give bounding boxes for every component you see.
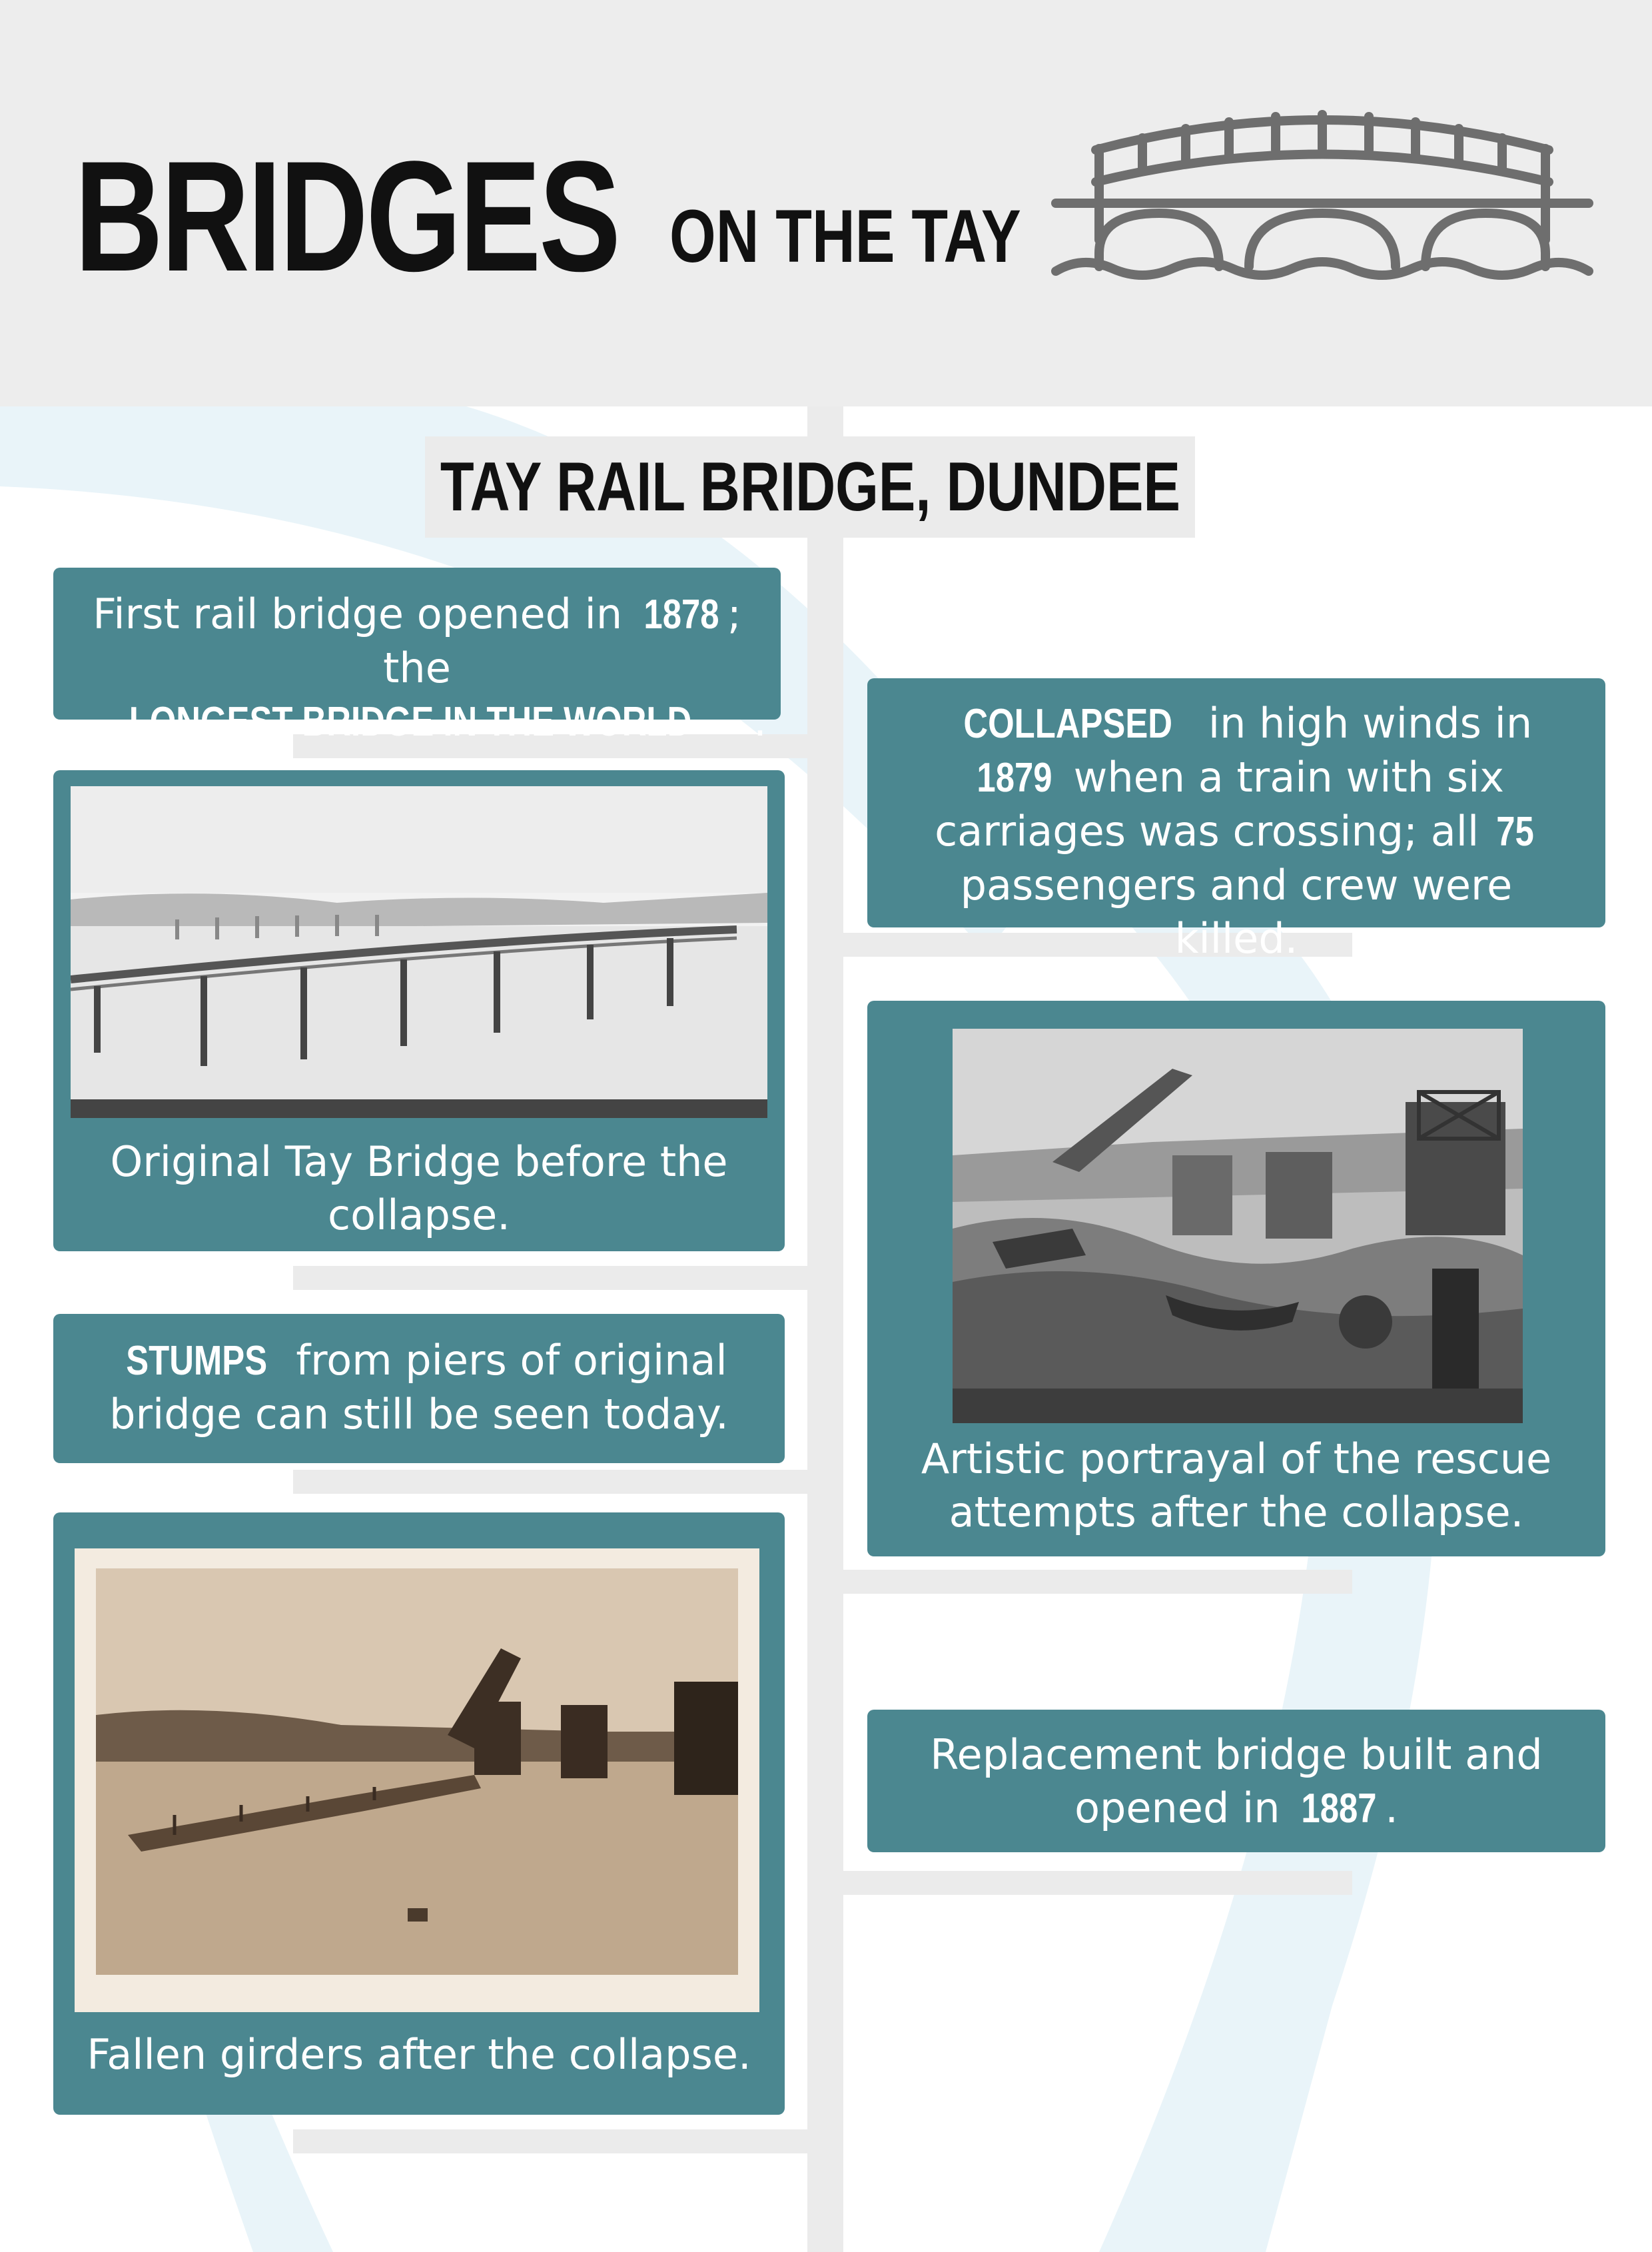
timeline-branch: [293, 1470, 819, 1494]
title-sub: ON THE TAY: [669, 195, 1021, 278]
fact-stumps-post: from piers of original bridge can still be seen today.: [109, 1336, 729, 1438]
fact-opened-mid: ; the: [383, 590, 741, 692]
fact-stumps-highlight: STUMPS: [126, 1338, 268, 1384]
fact-opened-year: 1878: [643, 592, 719, 638]
stone-arch-bridge-icon: [1049, 97, 1595, 290]
fact-card-collapsed: [867, 678, 1605, 963]
rescue-caption: Artistic portrayal of the rescue attempts after the collapse.: [921, 1434, 1552, 1536]
fact-collapsed-mid: when a train with six carriages was crossing; all: [935, 753, 1504, 855]
fact-collapsed-year: 1879: [977, 755, 1052, 801]
girders-caption: Fallen girders after the collapse.: [87, 2030, 751, 2079]
fact-stumps-text: [53, 1334, 785, 1441]
section-title-box: [425, 436, 1195, 538]
section-title: TAY RAIL BRIDGE, DUNDEE: [440, 448, 1180, 526]
fact-card-stumps: [53, 1314, 785, 1463]
fact-opened-pre: First rail bridge opened in: [93, 590, 635, 638]
fact-collapsed-pre: in high winds in: [1195, 699, 1533, 748]
fallen-girders-photo: [75, 1548, 759, 2012]
fact-replacement-text: [867, 1728, 1605, 1836]
timeline-branch: [833, 1570, 1352, 1594]
photo-card-girders: [53, 1512, 785, 2115]
photo-card-original: [53, 770, 785, 1251]
timeline-branch: [293, 1266, 819, 1290]
fact-replacement-post: .: [1385, 1784, 1398, 1832]
fact-collapsed-highlight: COLLAPSED: [963, 701, 1172, 747]
rescue-artwork: [953, 1029, 1523, 1423]
photo-card-rescue: [867, 1001, 1605, 1556]
timeline-branch: [293, 2129, 819, 2153]
fact-collapsed-post: passengers and crew were killed.: [960, 861, 1513, 963]
fact-opened-post: .: [753, 697, 767, 746]
fact-replacement-year: 1887: [1301, 1786, 1377, 1832]
fact-card-opened: [53, 568, 781, 746]
header-banner: [0, 0, 1652, 406]
fact-card-replacement: [867, 1710, 1605, 1852]
original-caption: Original Tay Bridge before the collapse.: [110, 1137, 728, 1239]
original-bridge-photo: [71, 786, 767, 1118]
fact-replacement-pre: Replacement bridge built and opened in: [930, 1730, 1543, 1832]
fact-collapsed-text: [867, 697, 1605, 965]
title-main: BRIDGES: [75, 129, 619, 304]
fact-opened-highlight: LONGEST BRIDGE IN THE WORLD: [129, 699, 692, 745]
fact-collapsed-count: 75: [1496, 809, 1534, 855]
fact-opened-text: [53, 588, 781, 749]
timeline-spine: [807, 406, 843, 2252]
timeline-branch: [833, 1871, 1352, 1895]
